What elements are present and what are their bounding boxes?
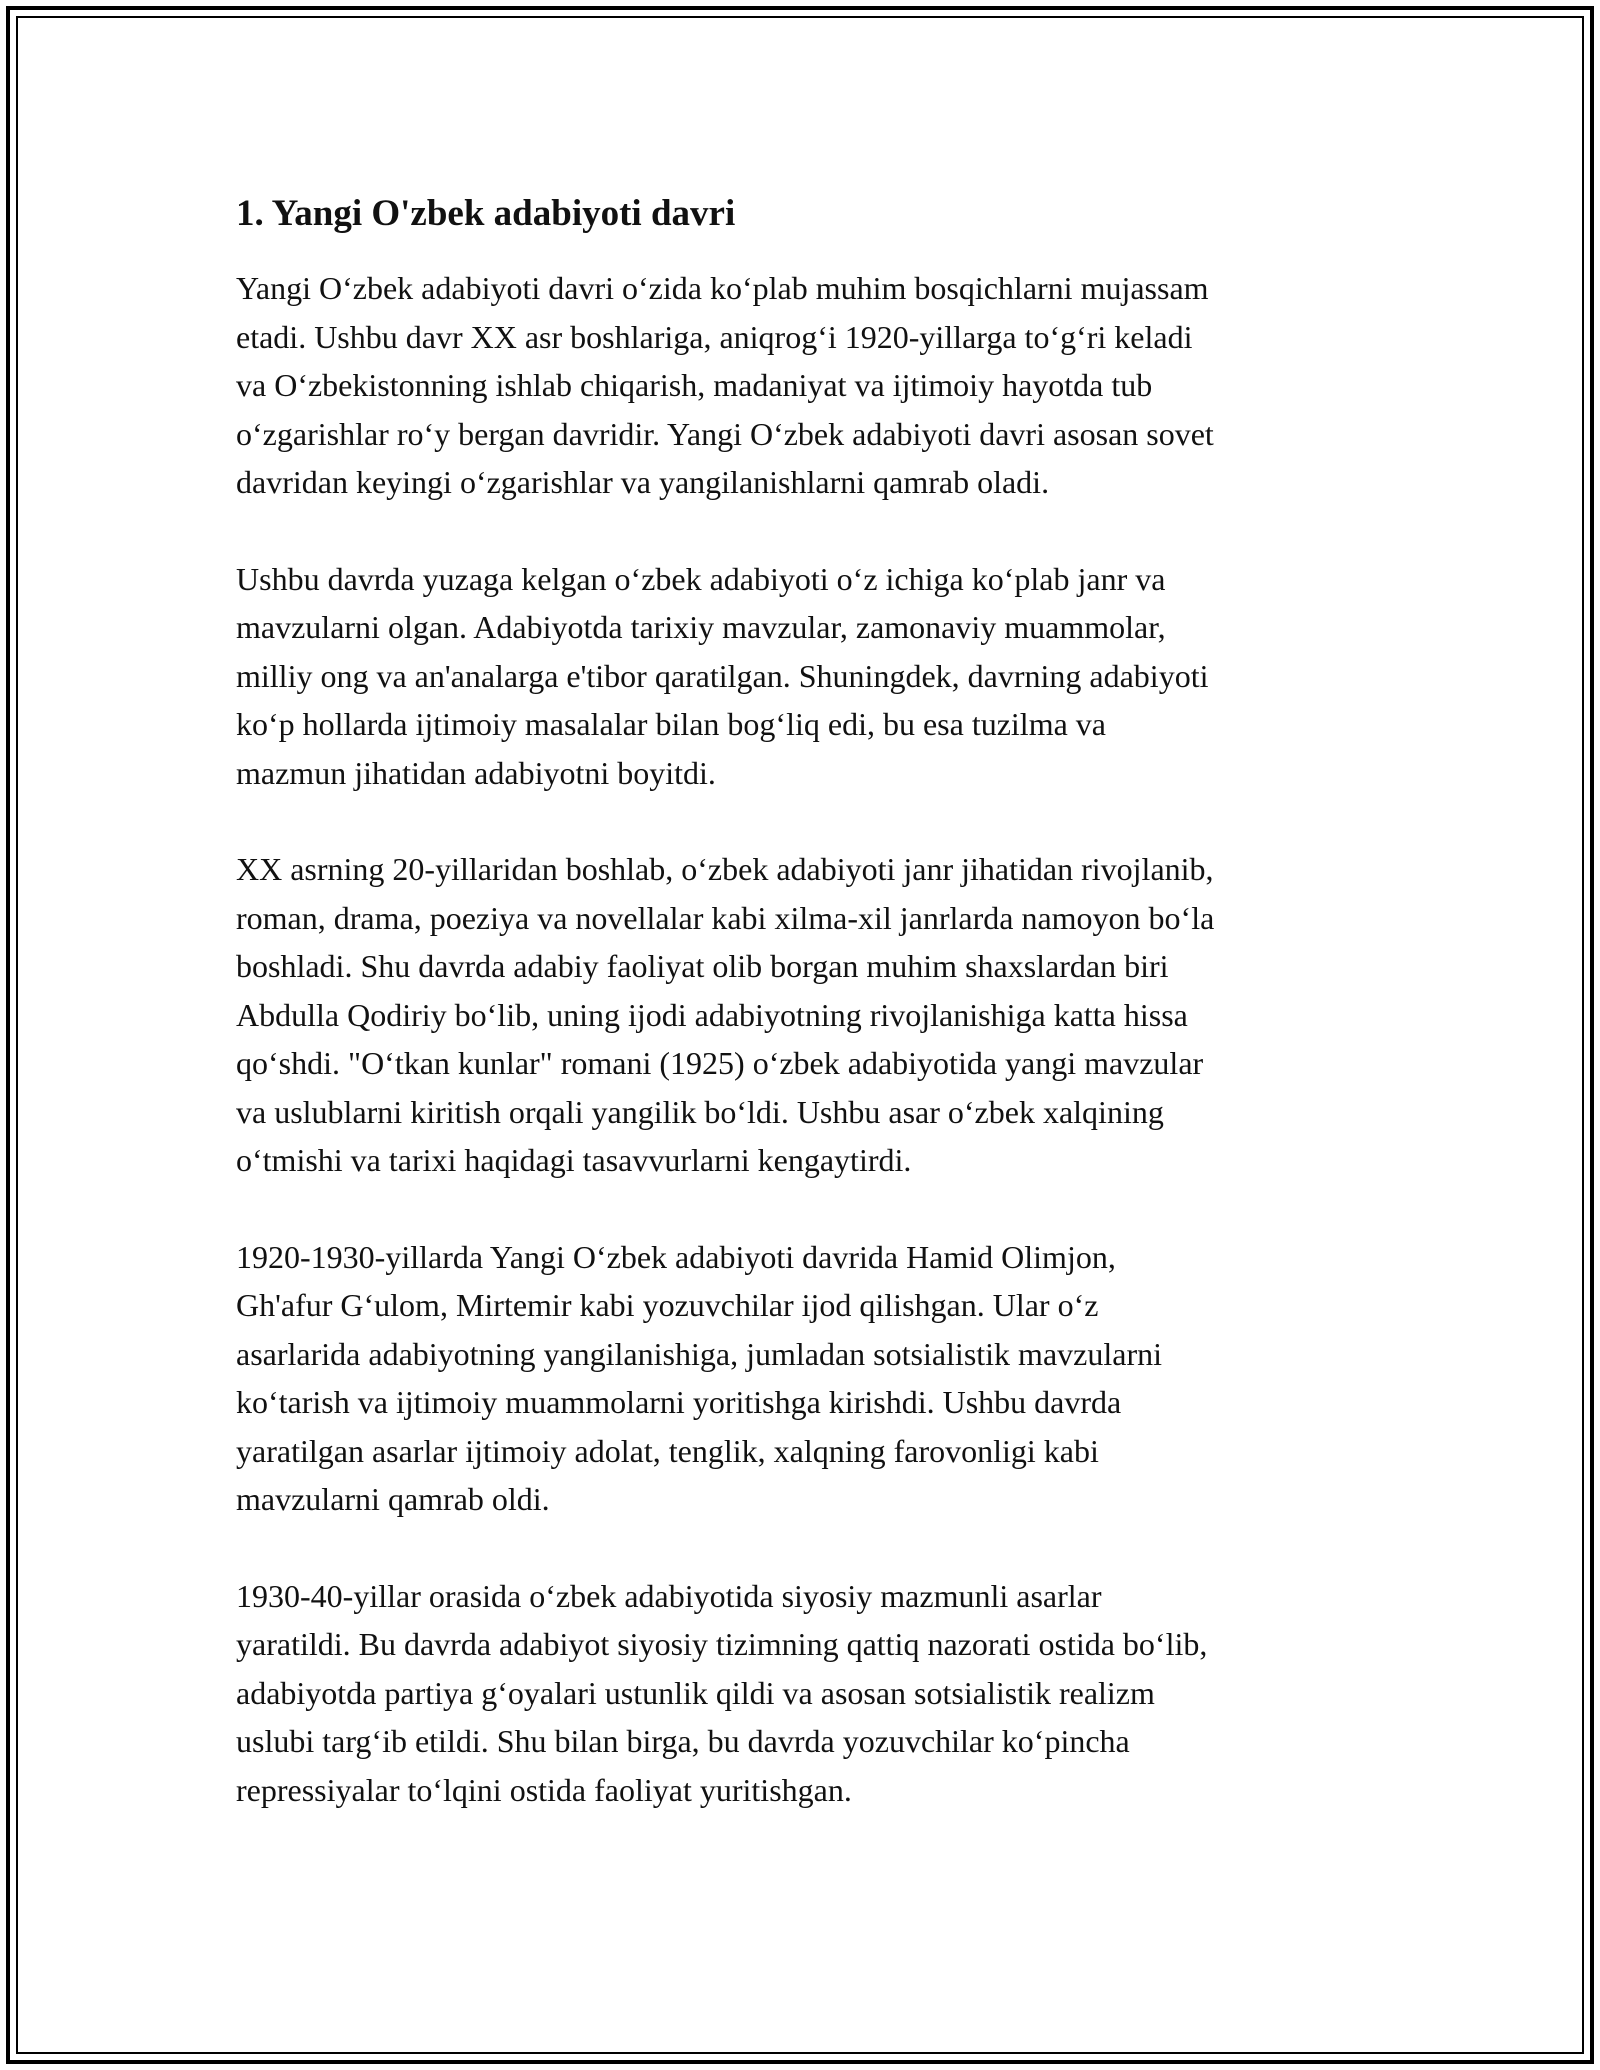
text-line: qo‘shdi. "O‘tkan kunlar" romani (1925) o‘zbek adabiyotida yangi mavzular	[236, 1045, 1204, 1081]
text-line: va uslublarni kiritish orqali yangilik bo‘ldi. Ushbu asar o‘zbek xalqining	[236, 1093, 1164, 1130]
text-line: davridan keyingi o‘zgarishlar va yangilanishlarni qamrab oladi.	[236, 464, 1050, 500]
text-line: 1930-40-yillar orasida o‘zbek adabiyotida siyosiy mazmunli asarlar	[236, 1577, 1102, 1614]
text-line: mavzularni olgan. Adabiyotda tarixiy mavzular, zamonaviy muammolar,	[236, 609, 1166, 645]
text-line: yaratilgan asarlar ijtimoiy adolat, tenglik, xalqning farovonligi kabi	[236, 1432, 1099, 1469]
section-heading: 1. Yangi O'zbek adabiyoti davri	[236, 193, 736, 234]
text-line: 1920-1930-yillarda Yangi O‘zbek adabiyoti davrida Hamid Olimjon,	[236, 1238, 1116, 1275]
text-line: ko‘p hollarda ijtimoiy masalalar bilan bog‘liq edi, bu esa tuzilma va	[236, 706, 1106, 742]
text-line: Yangi O‘zbek adabiyoti davri o‘zida ko‘plab muhim bosqichlarni mujassam	[236, 270, 1209, 306]
text-line: o‘zgarishlar ro‘y bergan davridir. Yangi O‘zbek adabiyoti davri asosan sovet	[236, 415, 1214, 452]
text-line: milliy ong va an'analarga e'tibor qaratilgan. Shuningdek, davrning adabiyoti	[236, 657, 1209, 694]
text-line: repressiyalar to‘lqini ostida faoliyat yuritishgan.	[236, 1771, 852, 1808]
text-line: Abdulla Qodiriy bo‘lib, uning ijodi adabiyotning rivojlanishiga katta hissa	[236, 996, 1188, 1033]
text-line: mavzularni qamrab oldi.	[236, 1481, 550, 1517]
text-line: roman, drama, poeziya va novellalar kabi xilma-xil janrlarda namoyon bo‘la	[236, 899, 1215, 936]
text-line: yaratildi. Bu davrda adabiyot siyosiy tizimning qattiq nazorati ostida bo‘lib,	[236, 1626, 1208, 1662]
document-body	[236, 190, 1386, 1862]
text-line: va O‘zbekistonning ishlab chiqarish, madaniyat va ijtimoiy hayotda tub	[236, 367, 1153, 403]
paragraph-3	[236, 845, 1386, 1185]
paragraph-1	[236, 264, 1386, 507]
paragraph-2	[236, 555, 1386, 798]
text-line: boshladi. Shu davrda adabiy faoliyat olib borgan muhim shaxslardan biri	[236, 948, 1169, 984]
text-line: adabiyotda partiya g‘oyalari ustunlik qildi va asosan sotsialistik realizm	[236, 1674, 1155, 1711]
text-line: ko‘tarish va ijtimoiy muammolarni yoritishga kirishdi. Ushbu davrda	[236, 1384, 1122, 1420]
text-line: o‘tmishi va tarixi haqidagi tasavvurlarni kengaytirdi.	[236, 1142, 912, 1178]
text-line: mazmun jihatidan adabiyotni boyitdi.	[236, 754, 716, 791]
text-line: asarlarida adabiyotning yangilanishiga, jumladan sotsialistik mavzularni	[236, 1335, 1162, 1372]
text-line: XX asrning 20-yillaridan boshlab, o‘zbek adabiyoti janr jihatidan rivojlanib,	[236, 851, 1214, 887]
text-line: uslubi targ‘ib etildi. Shu bilan birga, bu davrda yozuvchilar ko‘pincha	[236, 1723, 1130, 1759]
text-line: etadi. Ushbu davr XX asr boshlariga, aniqrog‘i 1920-yillarga to‘g‘ri keladi	[236, 318, 1193, 355]
paragraph-4	[236, 1233, 1386, 1524]
text-line: Gh'afur G‘ulom, Mirtemir kabi yozuvchilar ijod qilishgan. Ular o‘z	[236, 1287, 1099, 1323]
text-line: Ushbu davrda yuzaga kelgan o‘zbek adabiyoti o‘z ichiga ko‘plab janr va	[236, 560, 1166, 597]
paragraph-5	[236, 1572, 1386, 1815]
